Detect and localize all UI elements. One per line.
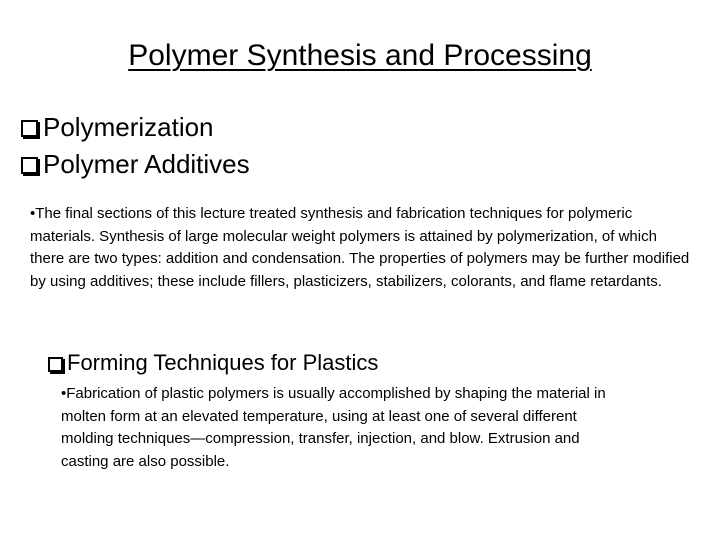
checkbox-icon xyxy=(21,157,38,174)
summary-paragraph: •The final sections of this lecture treated synthesis and fabrication techniques for polymeric materials. Synthesis of large molecular weight polymers is attained by polymerization, of which there are two types: addition and condensation. The properties of polymers may be further modified by using additives; these include fillers, plasticizers, stabilizers, colorants, and flame retardants. xyxy=(30,205,690,290)
heading-label: Polymerization xyxy=(43,112,214,142)
checkbox-icon xyxy=(48,357,63,372)
heading-forming-techniques xyxy=(48,349,378,377)
heading-polymerization xyxy=(21,111,214,143)
heading-label: Forming Techniques for Plastics xyxy=(67,350,379,375)
fabrication-paragraph: •Fabrication of plastic polymers is usually accomplished by shaping the material in molten form at an elevated temperature, using at least one of several different molding techniques—compression, transfer, injection, and blow. Extrusion and casting are also possible. xyxy=(61,385,606,470)
heading-polymer-additives xyxy=(21,148,250,180)
checkbox-icon xyxy=(21,120,38,137)
heading-label: Polymer Additives xyxy=(43,149,250,179)
slide-title: Polymer Synthesis and Processing xyxy=(128,39,592,72)
